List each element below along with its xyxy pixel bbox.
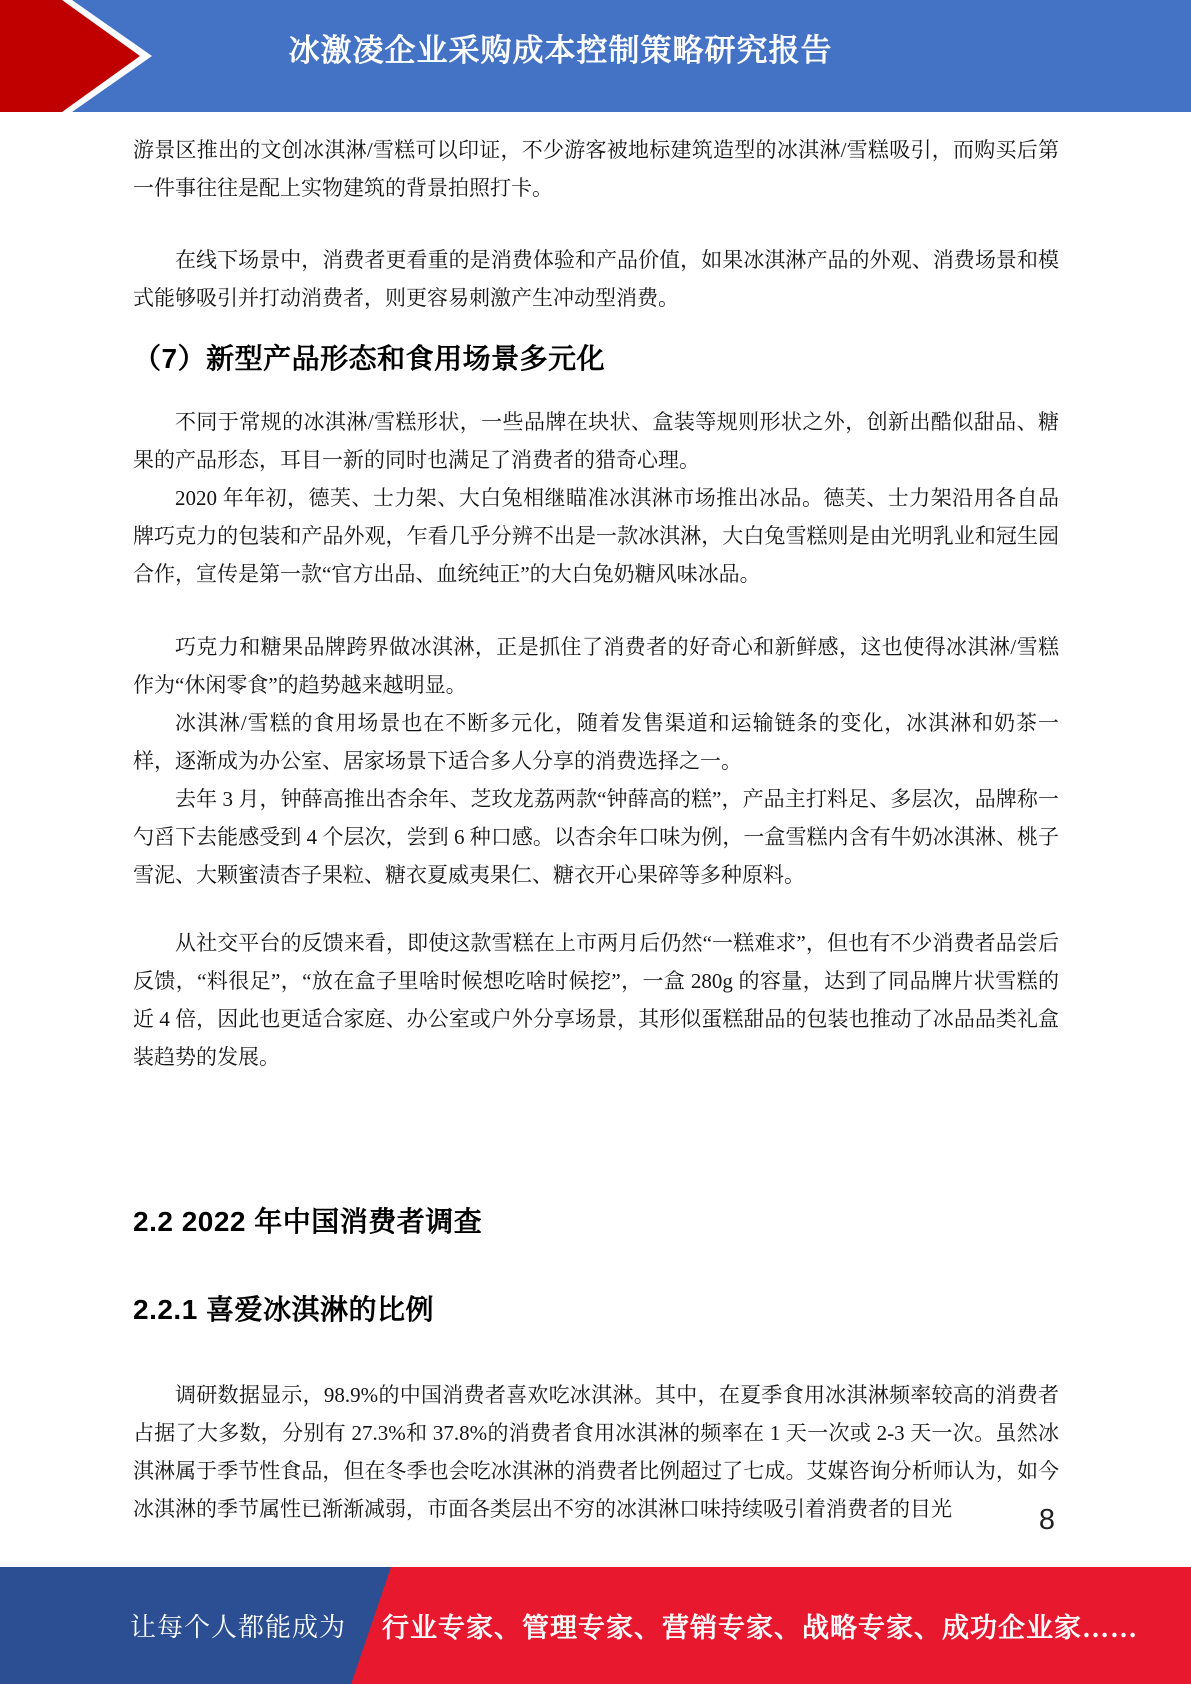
page-number: 8 [1038, 1504, 1055, 1536]
footer-left-tagline: 让每个人都能成为 [130, 1613, 347, 1642]
body-paragraph-7: 去年 3 月，钟薛高推出杏余年、芝玫龙荔两款“钟薛高的糕”，产品主打料足、多层次，品牌称一勺舀下去能感受到 4 个层次，尝到 6 种口感。以杏余年口味为例，一盒雪糕内含有牛奶冰淇淋、桃子雪泥、大颗蜜渍杏子果粒、糖衣夏威夷果仁、糖衣开心果碎等多种原料。 [133, 787, 1059, 887]
section-heading-7: （7）新型产品形态和食用场景多元化 [133, 343, 606, 374]
body-paragraph-8: 从社交平台的反馈来看，即使这款雪糕在上市两月后仍然“一糕难求”，但也有不少消费者品尝后反馈，“料很足”，“放在盒子里啥时候想吃啥时候挖”，一盒 280g 的容量，达到了同品牌片状雪糕的近 4 倍，因此也更适合家庭、办公室或户外分享场景，其形似蛋糕甜品的包装也推动了冰品品类礼盒装趋势的发展。 [133, 931, 1059, 1069]
page-title: 冰激凌企业采购成本控制策略研究报告 [288, 32, 833, 68]
body-paragraph-6: 冰淇淋/雪糕的食用场景也在不断多元化，随着发售渠道和运输链条的变化，冰淇淋和奶茶一样，逐渐成为办公室、居家场景下适合多人分享的消费选择之一。 [133, 711, 1059, 773]
footer-right-tagline: 行业专家、管理专家、营销专家、战略专家、成功企业家…… [382, 1613, 1138, 1643]
body-paragraph-3: 不同于常规的冰淇淋/雪糕形状，一些品牌在块状、盒装等规则形状之外，创新出酷似甜品、糖果的产品形态，耳目一新的同时也满足了消费者的猎奇心理。 [133, 410, 1059, 472]
section-heading-2-2: 2.2 2022 年中国消费者调查 [133, 1206, 483, 1237]
body-paragraph-1: 游景区推出的文创冰淇淋/雪糕可以印证，不少游客被地标建筑造型的冰淇淋/雪糕吸引，而购买后第一件事往往是配上实物建筑的背景拍照打卡。 [133, 138, 1059, 200]
document-body [133, 112, 1059, 1528]
body-paragraph-5: 巧克力和糖果品牌跨界做冰淇淋，正是抓住了消费者的好奇心和新鲜感，这也使得冰淇淋/雪糕作为“休闲零食”的趋势越来越明显。 [133, 635, 1059, 697]
section-heading-2-2-1: 2.2.1 喜爱冰淇淋的比例 [133, 1294, 435, 1325]
body-paragraph-4: 2020 年年初，德芙、士力架、大白兔相继瞄准冰淇淋市场推出冰品。德芙、士力架沿用各自品牌巧克力的包装和产品外观，乍看几乎分辨不出是一款冰淇淋，大白兔雪糕则是由光明乳业和冠生园合作，宣传是第一款“官方出品、血统纯正”的大白兔奶糖风味冰品。 [133, 486, 1059, 586]
header-banner [0, 0, 1191, 112]
body-paragraph-9: 调研数据显示，98.9%的中国消费者喜欢吃冰淇淋。其中，在夏季食用冰淇淋频率较高的消费者占据了大多数，分别有 27.3%和 37.8%的消费者食用冰淇淋的频率在 1 天一次或 2-3 天一次。虽然冰淇淋属于季节性食品，但在冬季也会吃冰淇淋的消费者比例超过了七成。艾媒咨询分析师认为，如今冰淇淋的季节属性已渐渐减弱，市面各类层出不穷的冰淇淋口味持续吸引着消费者的目光 [133, 1383, 1059, 1521]
body-paragraph-2: 在线下场景中，消费者更看重的是消费体验和产品价值，如果冰淇淋产品的外观、消费场景和模式能够吸引并打动消费者，则更容易刺激产生冲动型消费。 [133, 248, 1059, 310]
footer-banner [0, 1567, 1191, 1684]
